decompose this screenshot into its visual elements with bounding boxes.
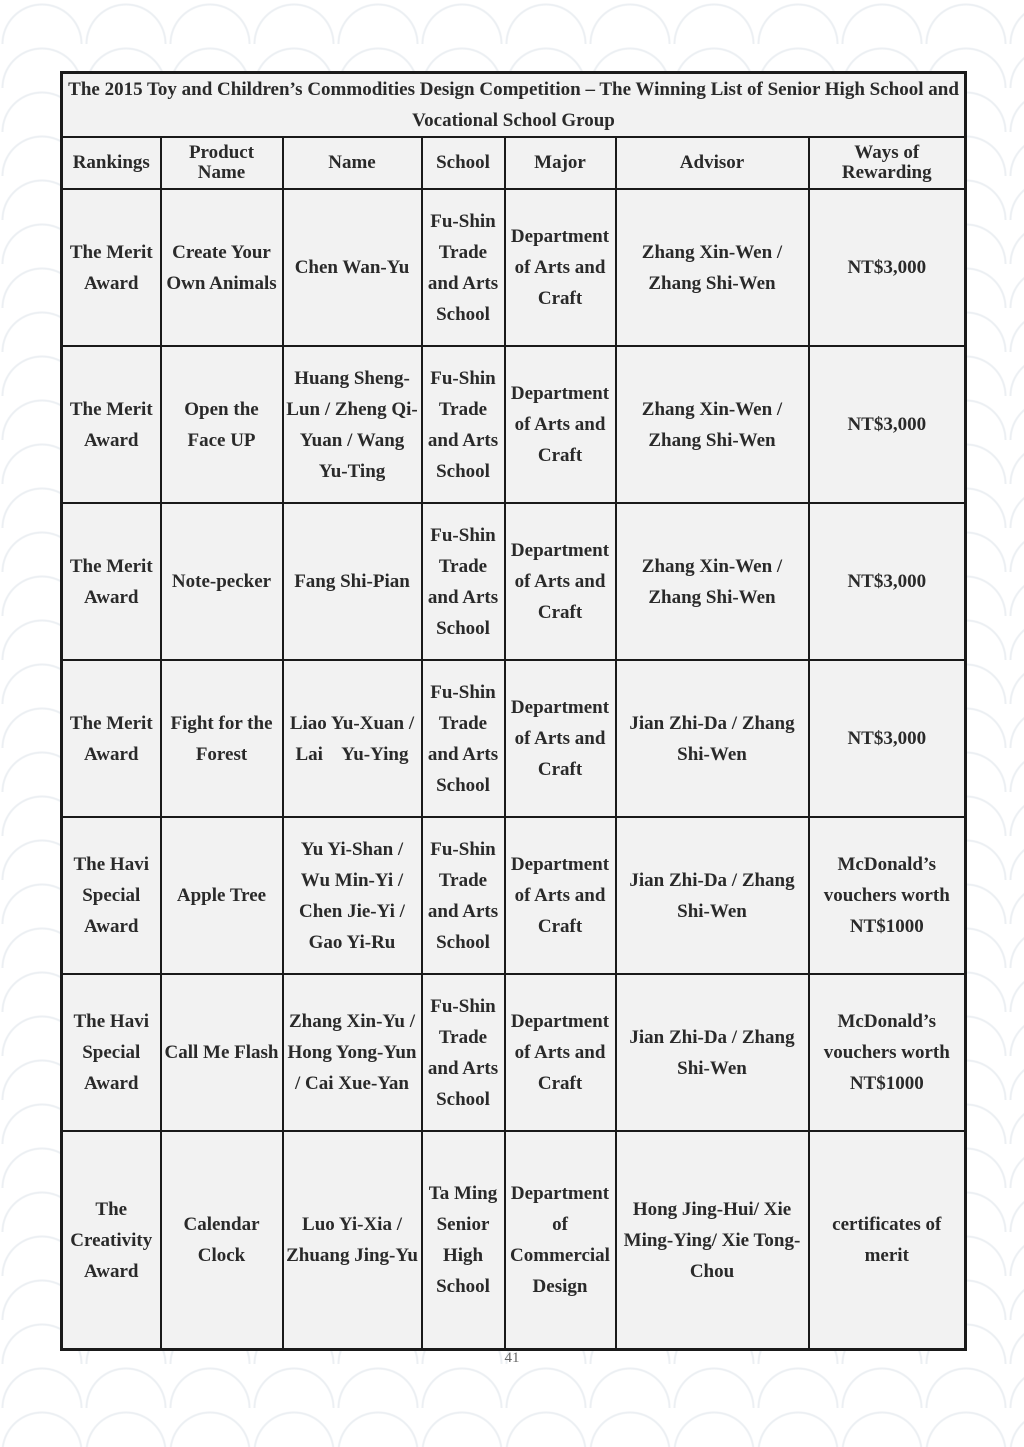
major-cell: Department of Arts and Craft	[505, 503, 616, 660]
header-rankings: Rankings	[62, 137, 161, 189]
table-title: The 2015 Toy and Children’s Commodities Design Competition – The Winning List of Senior High School and Vocational School Group	[62, 73, 966, 138]
school-cell: Fu-Shin Trade and Arts School	[422, 817, 505, 974]
product-cell: Fight for the Forest	[161, 660, 283, 817]
reward-cell: NT$3,000	[809, 189, 966, 346]
reward-cell: certificates of merit	[809, 1131, 966, 1350]
name-cell: Fang Shi-Pian	[283, 503, 422, 660]
advisor-cell: Jian Zhi-Da / Zhang Shi-Wen	[616, 660, 809, 817]
ranking-cell: The Havi Special Award	[62, 817, 161, 974]
reward-cell: McDonald’s vouchers worth NT$1000	[809, 974, 966, 1131]
school-cell: Fu-Shin Trade and Arts School	[422, 346, 505, 503]
major-cell: Department of Commercial Design	[505, 1131, 616, 1350]
product-cell: Calendar Clock	[161, 1131, 283, 1350]
school-cell: Fu-Shin Trade and Arts School	[422, 503, 505, 660]
advisor-cell: Zhang Xin-Wen / Zhang Shi-Wen	[616, 189, 809, 346]
ranking-cell: The Creativity Award	[62, 1131, 161, 1350]
advisor-cell: Zhang Xin-Wen / Zhang Shi-Wen	[616, 503, 809, 660]
table-row	[62, 1131, 966, 1350]
school-cell: Ta Ming Senior High School	[422, 1131, 505, 1350]
table-row	[62, 189, 966, 346]
name-cell: Liao Yu-Xuan / Lai Yu-Ying	[283, 660, 422, 817]
table-row	[62, 974, 966, 1131]
product-cell: Call Me Flash	[161, 974, 283, 1131]
winning-list-table	[60, 71, 967, 1351]
product-cell: Note-pecker	[161, 503, 283, 660]
name-cell: Zhang Xin-Yu / Hong Yong-Yun / Cai Xue-Yan	[283, 974, 422, 1131]
header-major: Major	[505, 137, 616, 189]
major-cell: Department of Arts and Craft	[505, 346, 616, 503]
school-cell: Fu-Shin Trade and Arts School	[422, 660, 505, 817]
reward-cell: McDonald’s vouchers worth NT$1000	[809, 817, 966, 974]
header-ways-of-rewarding: Ways of Rewarding	[809, 137, 966, 189]
product-cell: Open the Face UP	[161, 346, 283, 503]
product-cell: Create Your Own Animals	[161, 189, 283, 346]
table-row	[62, 817, 966, 974]
name-cell: Chen Wan-Yu	[283, 189, 422, 346]
header-name: Name	[283, 137, 422, 189]
ranking-cell: The Merit Award	[62, 660, 161, 817]
ranking-cell: The Merit Award	[62, 189, 161, 346]
ranking-cell: The Merit Award	[62, 503, 161, 660]
header-product-name: Product Name	[161, 137, 283, 189]
ranking-cell: The Havi Special Award	[62, 974, 161, 1131]
name-cell: Luo Yi-Xia / Zhuang Jing-Yu	[283, 1131, 422, 1350]
header-school: School	[422, 137, 505, 189]
major-cell: Department of Arts and Craft	[505, 974, 616, 1131]
name-cell: Huang Sheng-Lun / Zheng Qi-Yuan / Wang Yu-Ting	[283, 346, 422, 503]
major-cell: Department of Arts and Craft	[505, 817, 616, 974]
major-cell: Department of Arts and Craft	[505, 660, 616, 817]
advisor-cell: Hong Jing-Hui/ Xie Ming-Ying/ Xie Tong-Chou	[616, 1131, 809, 1350]
product-cell: Apple Tree	[161, 817, 283, 974]
major-cell: Department of Arts and Craft	[505, 189, 616, 346]
table-row	[62, 346, 966, 503]
ranking-cell: The Merit Award	[62, 346, 161, 503]
advisor-cell: Jian Zhi-Da / Zhang Shi-Wen	[616, 974, 809, 1131]
reward-cell: NT$3,000	[809, 503, 966, 660]
table-row	[62, 503, 966, 660]
page-number: 41	[504, 1350, 520, 1366]
table-row	[62, 660, 966, 817]
advisor-cell: Zhang Xin-Wen / Zhang Shi-Wen	[616, 346, 809, 503]
header-row	[62, 137, 966, 189]
school-cell: Fu-Shin Trade and Arts School	[422, 189, 505, 346]
reward-cell: NT$3,000	[809, 660, 966, 817]
header-advisor: Advisor	[616, 137, 809, 189]
reward-cell: NT$3,000	[809, 346, 966, 503]
advisor-cell: Jian Zhi-Da / Zhang Shi-Wen	[616, 817, 809, 974]
school-cell: Fu-Shin Trade and Arts School	[422, 974, 505, 1131]
name-cell: Yu Yi-Shan / Wu Min-Yi / Chen Jie-Yi / Gao Yi-Ru	[283, 817, 422, 974]
